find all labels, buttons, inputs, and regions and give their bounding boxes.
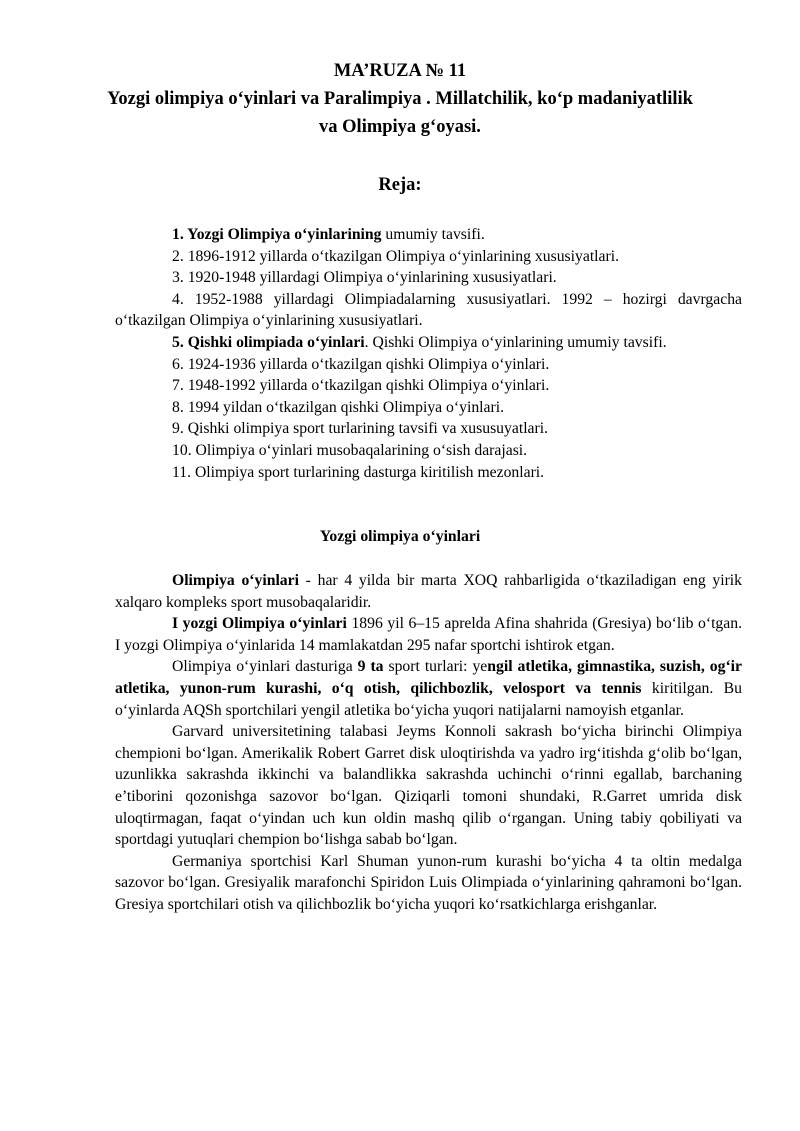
plan-list [115, 224, 742, 483]
paragraph-2 [115, 613, 742, 656]
paragraph-3-bold-count: 9 ta [357, 658, 384, 676]
paragraph-3 [115, 656, 742, 721]
body-text [115, 570, 742, 916]
plan-item-5-text: . Qishki Olimpiya o‘yinlarining umumiy tavsifi. [364, 333, 667, 351]
plan-item-1 [115, 224, 742, 246]
plan-item-8: 8. 1994 yildan o‘tkazilgan qishki Olimpiya o‘yinlari. [172, 398, 504, 416]
section-heading: Yozgi olimpiya o‘yinlari [319, 528, 481, 545]
paragraph-1-text: - har 4 yilda bir marta XOQ rahbarligida o‘tkaziladigan eng yirik xalqaro kompleks sport musobaqalaridir. [115, 572, 743, 611]
paragraph-3-text-e: kiritilgan. Bu o‘yinlarda AQSh sportchilari yengil atletika bo‘yicha yuqori natijalarni namoyish etganlar. [115, 679, 742, 719]
paragraph-2-bold: I yozgi Olimpiya o‘yinlari [172, 615, 347, 633]
plan-item-11: 11. Olimpiya sport turlarining dasturga kiritilish mezonlari. [172, 463, 545, 481]
plan-heading: Reja: [378, 175, 422, 195]
plan-item-4: 4. 1952-1988 yillardagi Olimpiadalarning xususiyatlari. 1992 – hozirgi davrgacha o‘tkazilgan Olimpiya o‘yinlarining xususiyatlari. [115, 290, 742, 330]
paragraph-1-bold: Olimpiya o‘yinlari [172, 572, 299, 589]
plan-item-2: 2. 1896-1912 yillarda o‘tkazilgan Olimpiya o‘yinlarining xususiyatlari. [172, 247, 620, 265]
paragraph-3-text-a: Olimpiya o‘yinlari dasturiga [172, 658, 358, 676]
paragraph-1 [115, 570, 742, 613]
plan-item-1-bold: 1. Yozgi Olimpiya o‘yinlarining [172, 226, 382, 243]
plan-item-6: 6. 1924-1936 yillarda o‘tkazilgan qishki Olimpiya o‘yinlari. [172, 355, 550, 373]
plan-item-9: 9. Qishki olimpiya sport turlarining tavsifi va xususuyatlari. [172, 420, 549, 438]
paragraph-5: Germaniya sportchisi Karl Shuman yunon-rum kurashi bo‘yicha 4 ta oltin medalga sazovor bo‘lgan. Gresiyalik marafonchi Spiridon Luis Olimpiada o‘yinlarining qahramoni bo‘lgan. Gresiya sportchilari otish va qilichbozlik bo‘yicha yuqori ko‘rsatkichlarga erishganlar. [115, 852, 742, 913]
paragraph-2-text: 1896 yil 6–15 aprelda Afina shahrida (Gresiya) bo‘lib o‘tgan. I yozgi Olimpiya o‘yinlarida 14 mamlakatdan 295 nafar sportchi ishtirok etgan. [115, 615, 743, 654]
plan-item-5-bold: 5. Qishki olimpiada o‘yinlari [172, 333, 365, 351]
lecture-subtitle: Yozgi olimpiya o‘yinlari va Paralimpiya . Millatchilik, ko‘p madaniyatlilik va Olimpiya g‘oyasi. [107, 89, 693, 137]
paragraph-3-bold-sports: ngil atletika, gimnastika, suzish, og‘ir atletika, yunon-rum kurashi, o‘q otish, qilichbozlik, velosport va tennis [115, 658, 743, 697]
plan-item-10: 10. Olimpiya o‘yinlari musobaqalarining o‘sish darajasi. [172, 441, 528, 459]
paragraph-4: Garvard universitetining talabasi Jeyms Konnoli sakrash bo‘yicha birinchi Olimpiya chempioni bo‘lgan. Amerikalik Robert Garret disk uloqtirishda va yadro irg‘itishda g‘olib bo‘lgan, uzunlikka sakrashda ikkinchi va balandlikka sakrashda uchinchi o‘rinni egallab, barchaning e’tiborini qozonishga sazovor bo‘lgan. Qiziqarli tomoni shundaki, R.Garret umrida disk uloqtirmagan, faqat o‘yindan uch kun oldin mashq qilib o‘rgangan. Uning tabiy qobiliyati va sportdagi yutuqlari chempion bo‘lishga sabab bo‘lgan. [115, 723, 742, 849]
paragraph-3-text-c: sport turlari: ye [383, 658, 488, 676]
lecture-title: MA’RUZA № 11 [333, 61, 467, 81]
plan-item-3: 3. 1920-1948 yillardagi Olimpiya o‘yinlarining xususiyatlari. [172, 269, 557, 287]
plan-item-7: 7. 1948-1992 yillarda o‘tkazilgan qishki Olimpiya o‘yinlari. [172, 377, 550, 395]
plan-item-5 [115, 332, 742, 354]
plan-item-1-text: umumiy tavsifi. [381, 226, 485, 243]
